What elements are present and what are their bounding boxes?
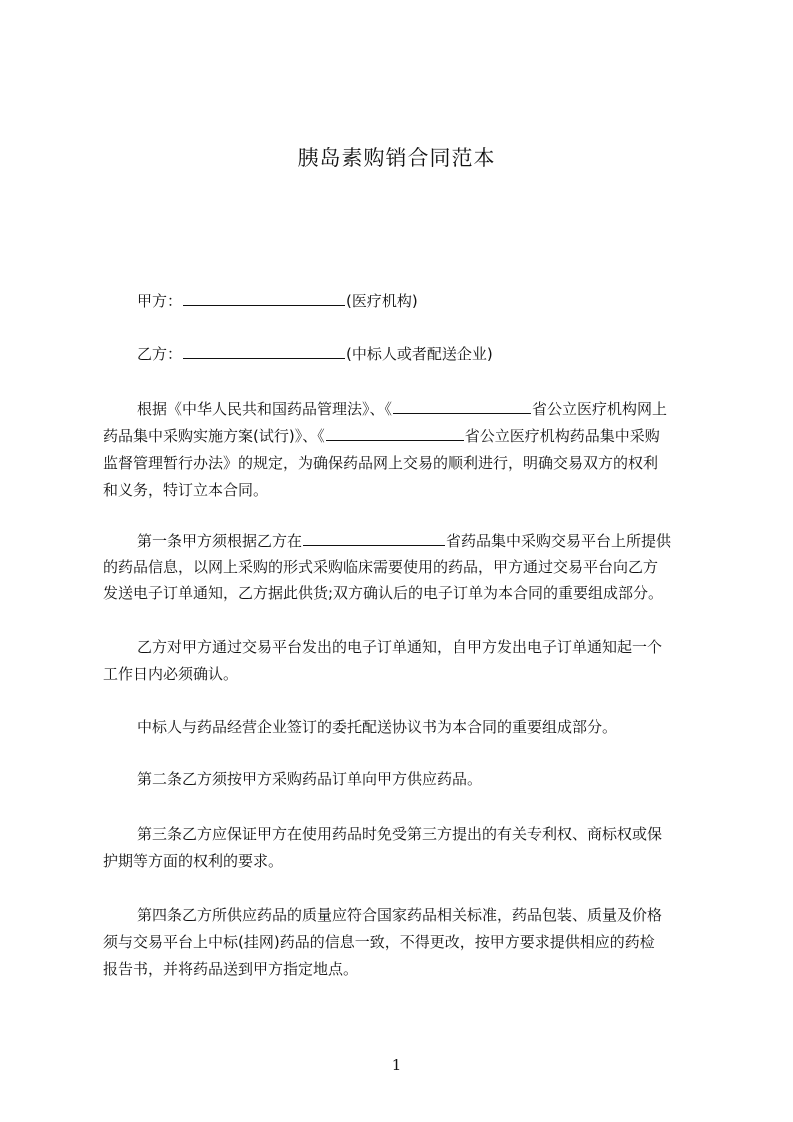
- paragraph-line: [103, 399, 701, 419]
- paragraph-line: [103, 531, 701, 551]
- text-run: 省公立医疗机构药品集中采购: [464, 427, 660, 445]
- party-a-line: [137, 291, 418, 311]
- paragraph-line: 第三条乙方应保证甲方在使用药品时免受第三方提出的有关专利权、商标权或保: [137, 825, 663, 843]
- province-blank: [326, 426, 464, 441]
- paragraph-line: 须与交易平台上中标(挂网)药品的信息一致，不得更改，按甲方要求提供相应的药检: [103, 933, 655, 951]
- page-number: 1: [391, 1056, 402, 1074]
- paragraph-line: 发送电子订单通知，乙方据此供货;双方确认后的电子订单为本合同的重要组成部分。: [103, 584, 664, 602]
- party-b-line: [137, 344, 493, 364]
- paragraph-line: [103, 426, 701, 446]
- paragraph-line: 监督管理暂行办法》的规定，为确保药品网上交易的顺利进行，明确交易双方的权利: [103, 454, 659, 472]
- province-blank: [303, 531, 445, 546]
- agency-paragraph: 中标人与药品经营企业签订的委托配送协议书为本合同的重要组成部分。: [137, 718, 618, 736]
- province-blank: [393, 399, 531, 414]
- paragraph-line: 护期等方面的权利的要求。: [103, 852, 284, 870]
- party-b-label: 乙方：: [137, 345, 183, 363]
- party-a-label: 甲方：: [137, 292, 183, 310]
- paragraph-line: 的药品信息，以网上采购的形式采购临床需要使用的药品，甲方通过交易平台向乙方: [103, 558, 659, 576]
- text-run: 根据《中华人民共和国药品管理法》、《: [137, 400, 393, 418]
- text-run: 第一条甲方须根据乙方在: [137, 532, 303, 550]
- paragraph-line: 报告书，并将药品送到甲方指定地点。: [103, 960, 359, 978]
- article-2-paragraph: 第二条乙方须按甲方采购药品订单向甲方供应药品。: [137, 770, 483, 788]
- text-run: 省药品集中采购交易平台上所提供: [446, 532, 672, 550]
- paragraph-line: 和义务，特订立本合同。: [103, 481, 269, 499]
- text-run: 省公立医疗机构网上: [532, 400, 668, 418]
- paragraph-line: 乙方对甲方通过交易平台发出的电子订单通知，自甲方发出电子订单通知起一个: [137, 638, 663, 656]
- party-b-blank: [183, 344, 345, 359]
- text-run: 药品集中采购实施方案(试行)》、《: [103, 427, 325, 445]
- party-b-note: (中标人或者配送企业): [346, 345, 493, 363]
- document-title: 胰岛素购销合同范本: [297, 146, 496, 170]
- party-a-blank: [183, 291, 345, 306]
- party-a-note: (医疗机构): [346, 292, 418, 310]
- paragraph-line: 第四条乙方所供应药品的质量应符合国家药品相关标准，药品包装、质量及价格: [137, 906, 663, 924]
- paragraph-line: 工作日内必须确认。: [103, 665, 239, 683]
